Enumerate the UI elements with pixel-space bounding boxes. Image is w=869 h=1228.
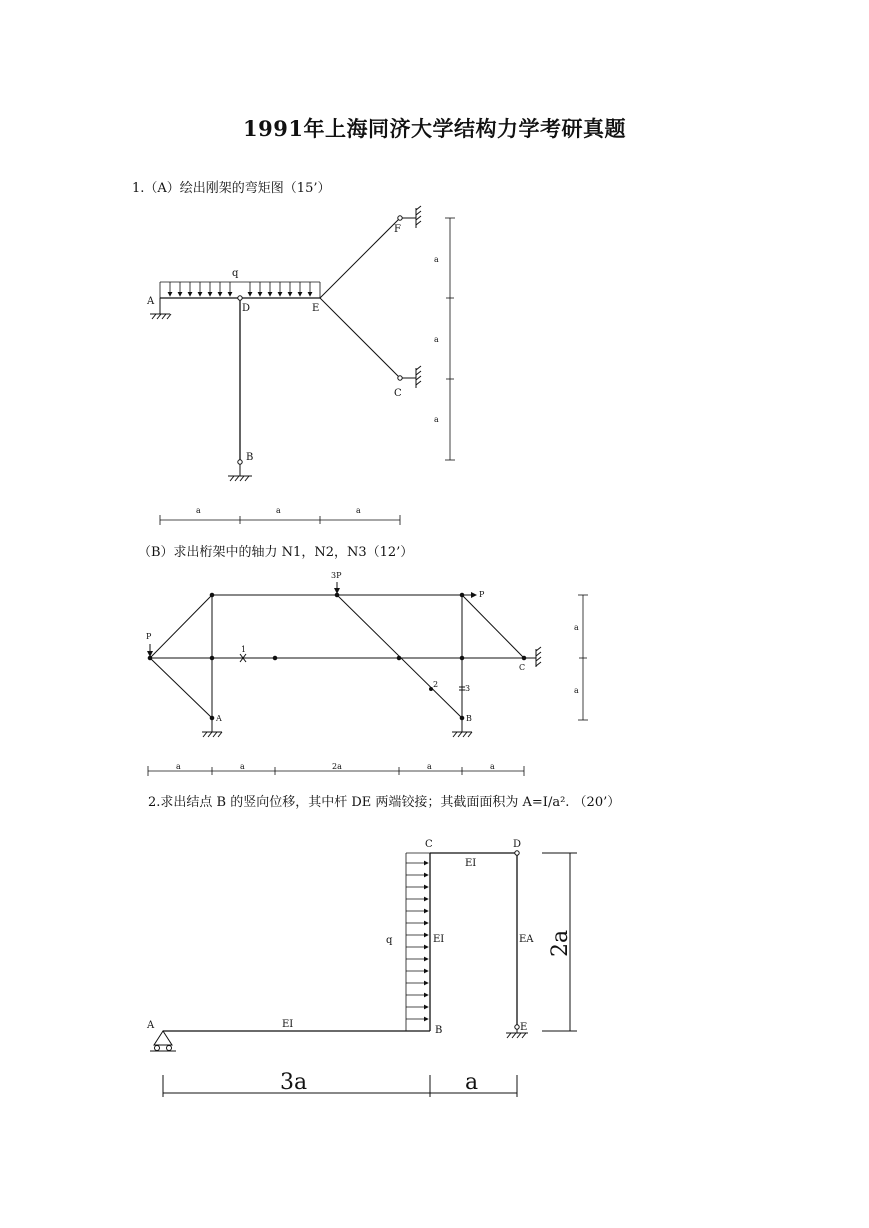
question-1b-text: （B）求出桁架中的轴力 N1，N2，N3（12’） xyxy=(138,545,414,560)
dim-1a-h2: a xyxy=(276,506,281,515)
figure-2-frame xyxy=(150,851,577,1097)
hinge-B xyxy=(238,460,242,464)
label-1a-A: A xyxy=(147,296,155,307)
label-1b-A: A xyxy=(216,714,222,723)
label-2-C: C xyxy=(425,839,433,850)
hinge-D xyxy=(238,296,242,300)
label-2-EI-AB: EI xyxy=(282,1019,294,1030)
dimension-horizontal-1a xyxy=(160,515,400,525)
label-2-EI-BC: EI xyxy=(433,934,445,945)
dimension-vertical-1b xyxy=(578,595,588,720)
dim-1a-v2: a xyxy=(434,335,439,344)
label-1b-C: C xyxy=(519,663,526,672)
dim-1b-h2: a xyxy=(240,762,245,771)
label-2-q: q xyxy=(386,935,393,946)
label-2-D: D xyxy=(513,839,522,850)
dim-1a-h1: a xyxy=(196,506,201,515)
label-1a-q: q xyxy=(232,268,239,279)
dim-1b-h4: a xyxy=(427,762,432,771)
question-1a-text: 1.（A）绘出刚架的弯矩图（15’） xyxy=(132,181,331,196)
question-2-text: 2.求出结点 B 的竖向位移，其中杆 DE 两端铰接；其截面面积为 A=I/a². （20’） xyxy=(148,795,621,810)
dim-1b-v2: a xyxy=(574,686,579,695)
label-2-E: E xyxy=(520,1022,528,1033)
diag-right xyxy=(462,595,524,658)
support-F xyxy=(402,206,421,228)
label-1b-n2: 2 xyxy=(433,680,439,689)
distributed-load-q-2 xyxy=(406,853,430,1031)
label-1b-P-top: P xyxy=(479,590,485,599)
dim-1b-h1: a xyxy=(176,762,181,771)
page-title: 1991年上海同济大学结构力学考研真题 xyxy=(243,116,626,141)
member-EF xyxy=(320,218,400,298)
label-1b-B: B xyxy=(466,714,472,723)
label-1a-E: E xyxy=(312,303,320,314)
diag-left-bottom xyxy=(150,658,212,718)
truss-support-C xyxy=(524,647,541,667)
figure-1b-truss xyxy=(148,582,588,776)
label-1b-n1: 1 xyxy=(241,645,247,654)
label-2-B: B xyxy=(435,1025,443,1036)
diag-left-top xyxy=(150,595,212,658)
label-1b-n3: 3 xyxy=(465,684,471,693)
dim-2-h2: a xyxy=(465,1070,479,1095)
dimension-vertical-1a xyxy=(445,218,455,460)
label-2-EI-CD: EI xyxy=(465,858,477,869)
dim-1b-h5: a xyxy=(490,762,495,771)
support-A-2 xyxy=(150,1031,176,1051)
label-1a-D: D xyxy=(242,303,251,314)
dim-1a-h3: a xyxy=(356,506,361,515)
dim-2-h1: 3a xyxy=(280,1070,308,1095)
label-1a-F: F xyxy=(394,224,401,235)
label-1b-3P: 3P xyxy=(331,571,342,580)
label-1b-P-left: P xyxy=(146,632,152,641)
label-2-A: A xyxy=(147,1020,155,1031)
support-B xyxy=(228,464,252,481)
label-1a-B: B xyxy=(246,452,254,463)
dim-1a-v3: a xyxy=(434,415,439,424)
dim-1b-h3: 2a xyxy=(332,762,342,771)
hinge-F xyxy=(398,216,402,220)
dim-1a-v1: a xyxy=(434,255,439,264)
dim-2-v1: 2a xyxy=(548,929,573,957)
dimension-horizontal-2 xyxy=(163,1075,517,1097)
hinge-C xyxy=(398,376,402,380)
member-EC xyxy=(320,298,400,378)
support-C xyxy=(402,366,421,388)
dim-1b-v1: a xyxy=(574,623,579,632)
label-1a-C: C xyxy=(394,388,402,399)
figure-1a-rigid-frame xyxy=(150,206,455,525)
label-2-EA-DE: EA xyxy=(519,934,534,945)
